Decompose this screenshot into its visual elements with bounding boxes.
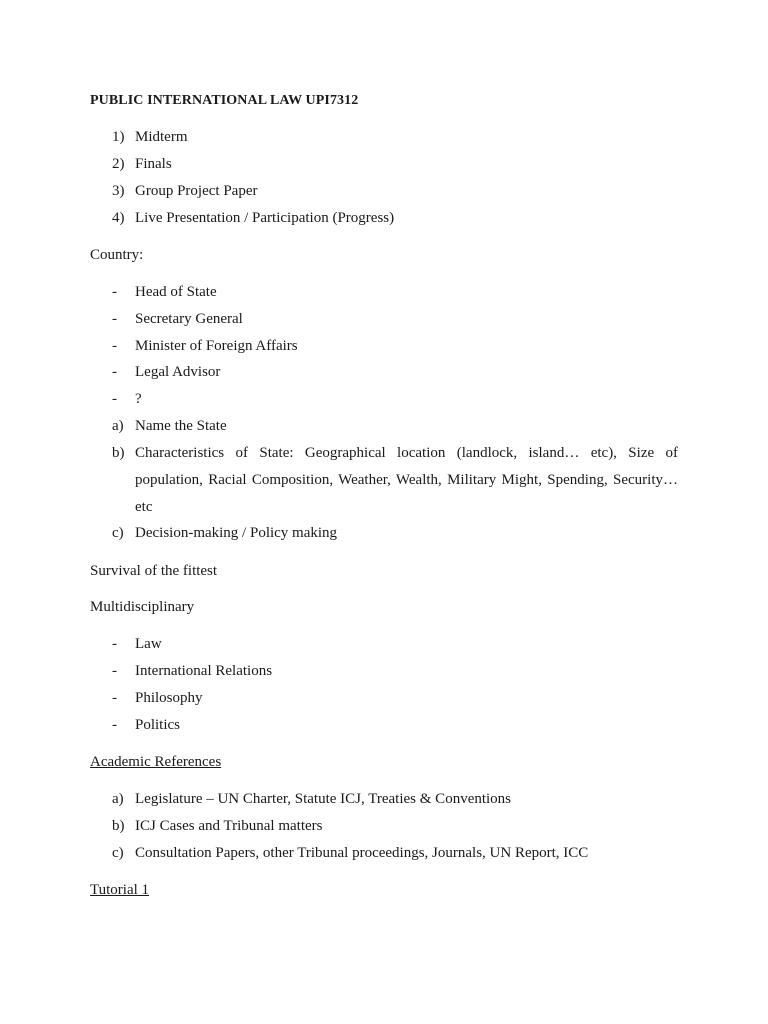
list-item-text: Legal Advisor: [135, 364, 221, 380]
list-marker: -: [112, 338, 117, 354]
list-marker: 4): [112, 210, 125, 226]
list-marker: 3): [112, 183, 125, 199]
list-item-text: Decision-making / Policy making: [135, 525, 338, 541]
list-item-text: Minister of Foreign Affairs: [135, 338, 298, 354]
country-label: Country:: [90, 247, 144, 263]
list-marker: c): [112, 525, 124, 541]
list-item-text: Legislature – UN Charter, Statute ICJ, Treaties & Conventions: [135, 791, 512, 807]
list-marker: 2): [112, 156, 125, 172]
list-item-text: Live Presentation / Participation (Progress): [135, 210, 395, 226]
references-heading: Academic References: [90, 754, 222, 770]
list-item-text: Midterm: [135, 129, 188, 145]
list-marker: b): [112, 818, 125, 834]
list-marker: -: [112, 690, 117, 706]
list-marker: -: [112, 663, 117, 679]
list-marker: b): [112, 445, 125, 461]
list-item-text: Consultation Papers, other Tribunal proceedings, Journals, UN Report, ICC: [135, 845, 589, 861]
list-item-text: Group Project Paper: [135, 183, 258, 199]
list-item-text: Characteristics of State: Geographical location (landlock, island… etc), Size of population, Racial Composition, Weather, Wealth, Military Might, Spending, Security… etc: [135, 445, 678, 515]
survival-text: Survival of the fittest: [90, 563, 218, 579]
list-item-text: Finals: [135, 156, 172, 172]
document-title: PUBLIC INTERNATIONAL LAW UPI7312: [90, 93, 359, 108]
list-item-text: International Relations: [135, 663, 273, 679]
list-item-text: ICJ Cases and Tribunal matters: [135, 818, 323, 834]
list-item-text: Philosophy: [135, 690, 203, 706]
list-marker: -: [112, 636, 117, 652]
list-item-text: Law: [135, 636, 162, 652]
list-marker: -: [112, 284, 117, 300]
list-marker: -: [112, 364, 117, 380]
list-marker: -: [112, 391, 117, 407]
list-item-text: Politics: [135, 717, 181, 733]
list-marker: 1): [112, 129, 125, 145]
multidisciplinary-label: Multidisciplinary: [90, 599, 195, 615]
list-item-text: ?: [135, 391, 142, 407]
list-marker: a): [112, 791, 124, 807]
list-marker: -: [112, 717, 117, 733]
list-marker: -: [112, 311, 117, 327]
document-page: [90, 0, 678, 1024]
list-item-text: Name the State: [135, 418, 227, 434]
list-item-text: Head of State: [135, 284, 217, 300]
list-marker: c): [112, 845, 124, 861]
list-item-text: Secretary General: [135, 311, 243, 327]
tutorial-heading: Tutorial 1: [90, 882, 150, 898]
list-marker: a): [112, 418, 124, 434]
